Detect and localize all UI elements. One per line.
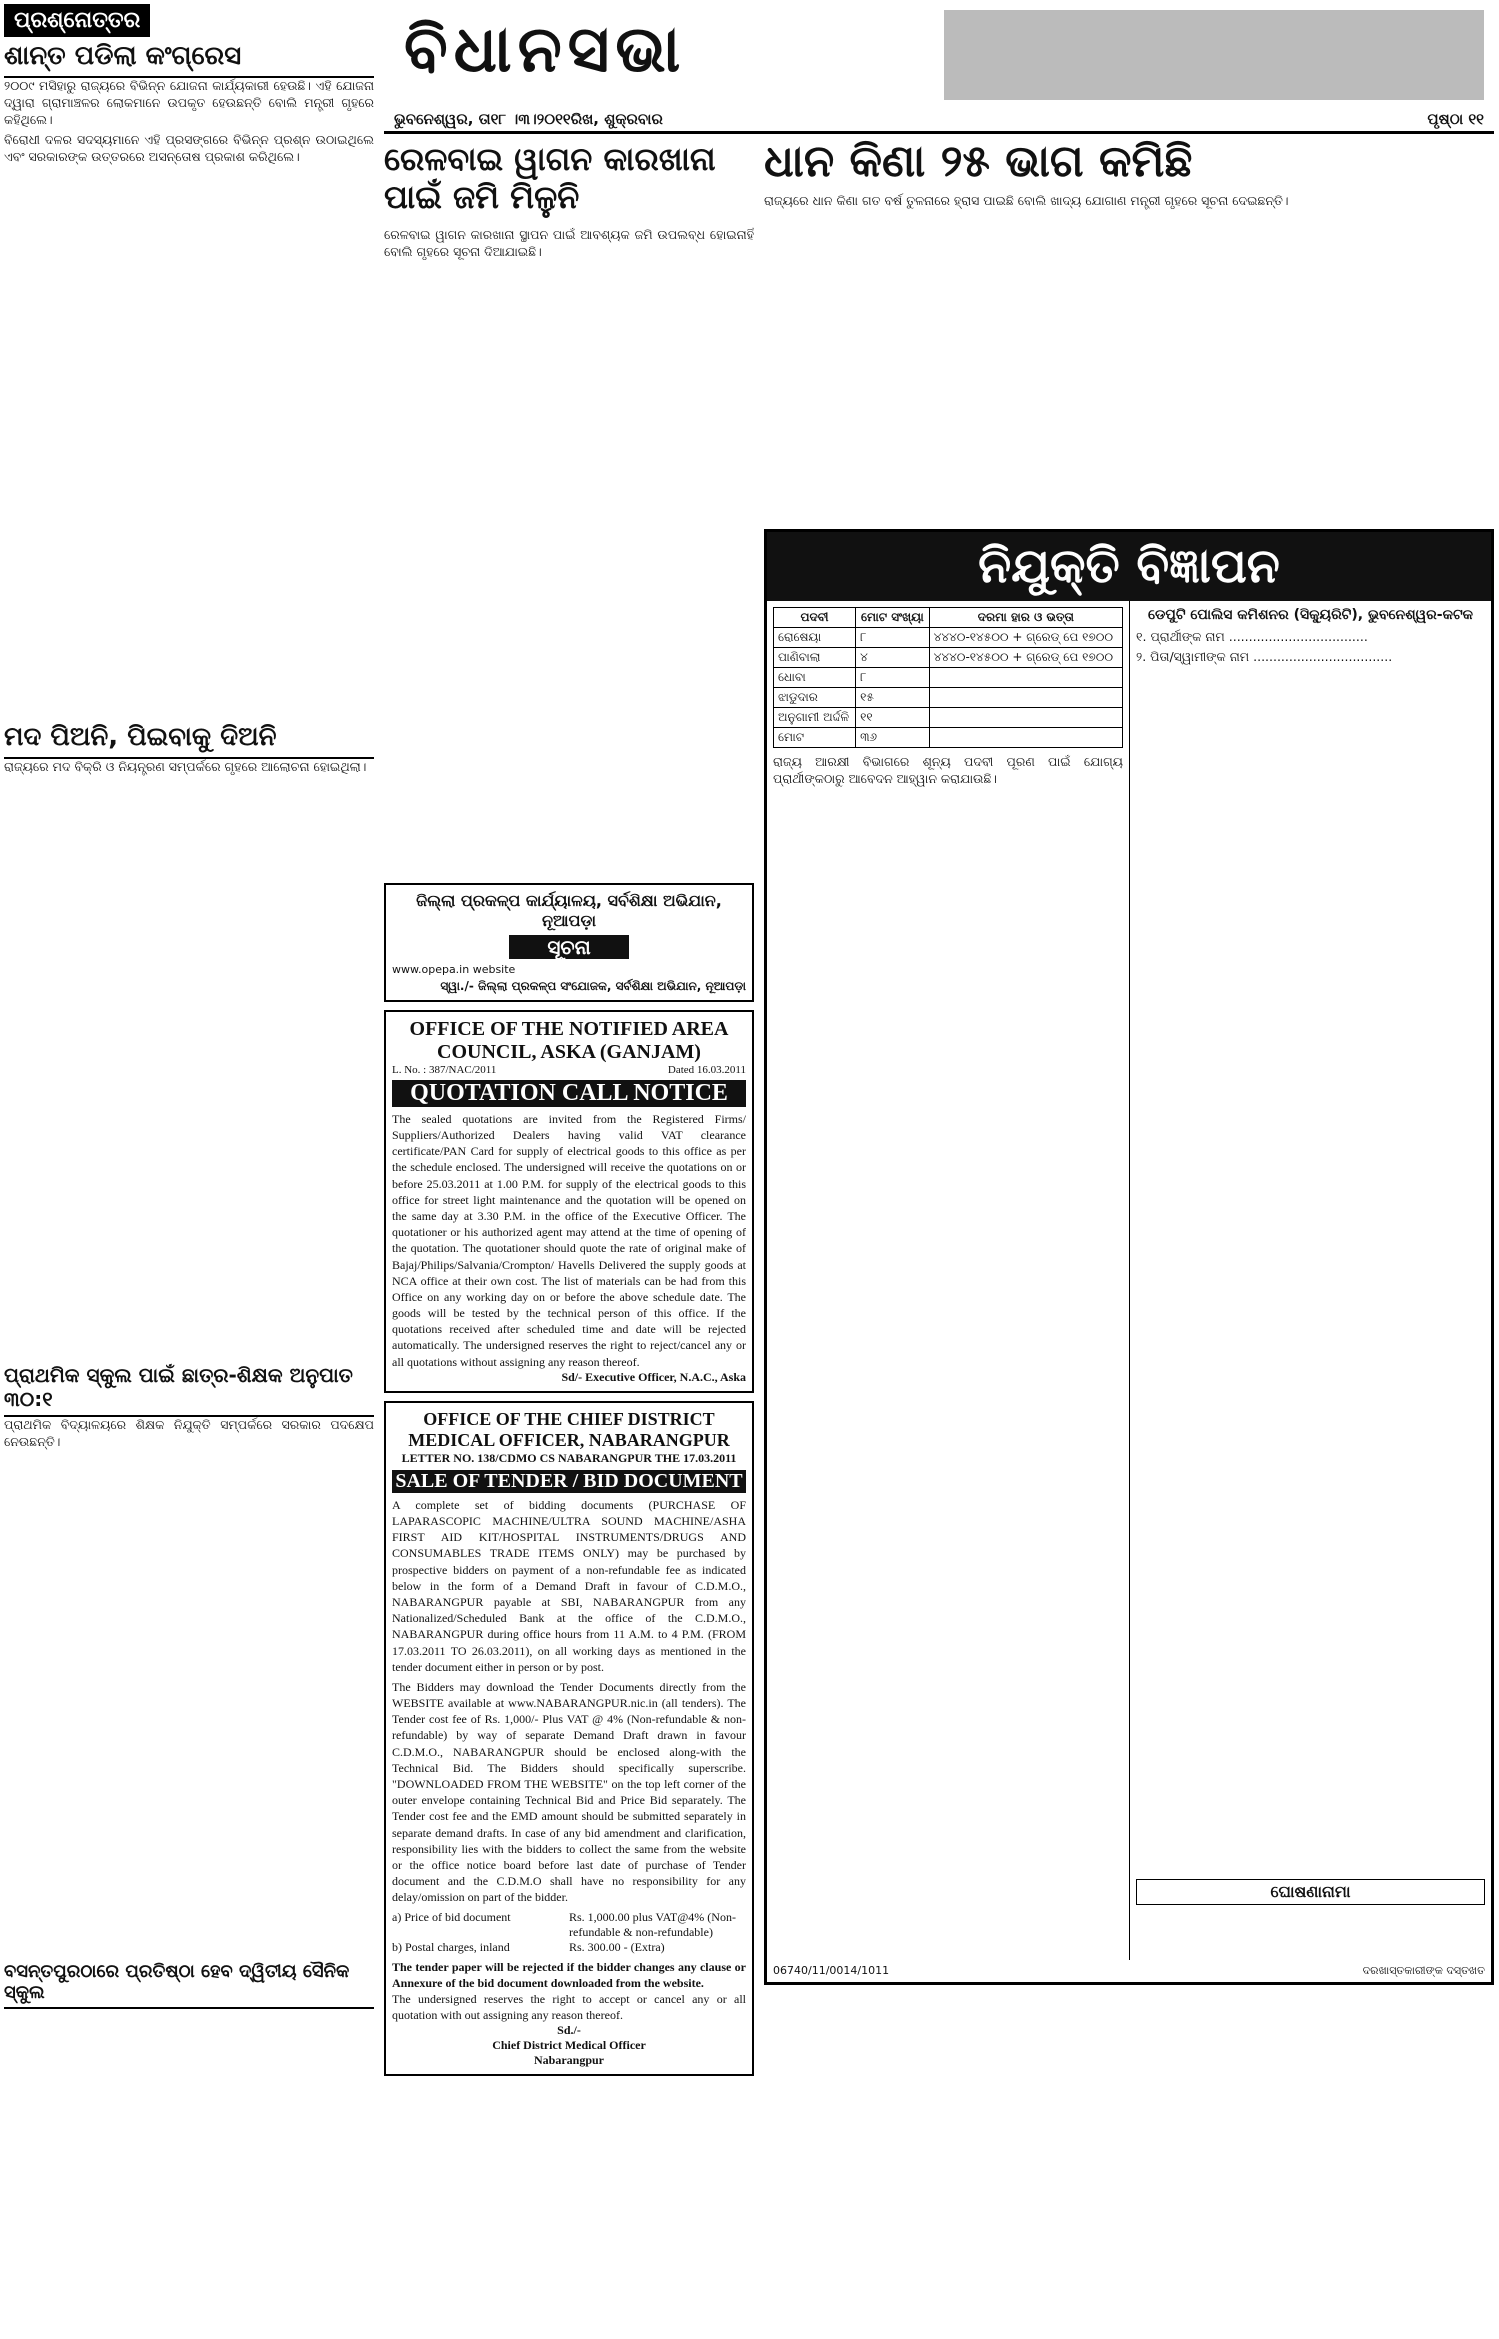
right-column bbox=[764, 130, 1494, 1985]
masthead-logo: ବିଧାନସଭା bbox=[404, 12, 687, 87]
cdmo-reject: The tender paper will be rejected if the bidder changes any clause or Annexure of the bid document downloaded from the website. bbox=[392, 1959, 746, 1990]
table-header: ମୋଟ ସଂଖ୍ୟା bbox=[856, 608, 930, 628]
table-row: ମୋଟ ୩୬ bbox=[774, 728, 1123, 748]
aska-title: QUOTATION CALL NOTICE bbox=[392, 1080, 746, 1107]
article-body: ରେଳବାଇ ୱାଗନ କାରଖାନା ସ୍ଥାପନ ପାଇଁ ଆବଶ୍ୟକ ଜମି ଉପଲବ୍ଧ ହୋଇନାହିଁ ବୋଲି ଗୃହରେ ସୂଚନା ଦିଆଯାଇଛି। bbox=[384, 226, 754, 259]
ad-code: 06740/11/0014/1011 bbox=[773, 1964, 890, 1977]
article-headline: ଧାନ କିଣା ୨୫ ଭାଗ କମିଛି bbox=[764, 136, 1193, 187]
table-row: ପାଣିବାଲା ୪ ୪୪୪୦-୧୪୫୦୦ + ଗ୍ରେଡ୍ ପେ ୧୭୦୦ bbox=[774, 648, 1123, 668]
middle-column bbox=[384, 130, 754, 2076]
aska-body: The sealed quotations are invited from the Registered Firms/ Suppliers/Authorized Dealers having valid VAT clearance certificate/PAN Card for supply of electrical goods to this office as per the schedule enclosed. The undersigned will receive the quotations on or before 25.03.2011 at 1.00 P.M. for supply of the electrical goods to this office for street light maintenance and the quotation will be opened on the same day at 3.30 P.M. in the office of the Executive Officer. The quotationer or his authorized agent may attend at the time of opening of the quotation. The quotationer should quote the rate of original make of Bajaj/Philips/Salvania/Crompton/ Havells Delivered the supply goods at NCA office at their own cost. The list of materials can be had from this Office on any working day on or before the above schedule date. The goods will be tested by the technical person of this office. If the quotations received after scheduled time and date will be rejected automatically. The undersigned reserves the right to reject/cancel any or all quotations without assigning any reason thereof. bbox=[392, 1111, 746, 1369]
cdmo-office: OFFICE OF THE CHIEF DISTRICT MEDICAL OFFICER, NABARANGPUR bbox=[408, 1408, 730, 1450]
table-header: ପଦବୀ bbox=[774, 608, 856, 628]
recruitment-body: ରାଜ୍ୟ ଆରକ୍ଷୀ ବିଭାଗରେ ଶୂନ୍ୟ ପଦବୀ ପୂରଣ ପାଇଁ ଯୋଗ୍ୟ ପ୍ରାର୍ଥୀଙ୍କଠାରୁ ଆବେଦନ ଆହ୍ୱାନ କରାଯାଉଛି। bbox=[773, 754, 1123, 786]
left-column bbox=[4, 4, 374, 2334]
table-row: ଝାଡୁଦାର ୧୫ bbox=[774, 688, 1123, 708]
masthead bbox=[384, 4, 1494, 134]
district-notice bbox=[384, 883, 754, 1002]
district-office: ଜିଲ୍ଲା ପ୍ରକଳ୍ପ କାର୍ଯ୍ୟାଳୟ, ସର୍ବଶିକ୍ଷା ଅଭିଯାନ, ନୂଆପଡ଼ା bbox=[416, 890, 722, 930]
recruitment-ad bbox=[764, 529, 1494, 1985]
article-body: ରାଜ୍ୟରେ ଧାନ କିଣା ଗତ ବର୍ଷ ତୁଳନାରେ ହ୍ରାସ ପାଇଛି ବୋଲି ଖାଦ୍ୟ ଯୋଗାଣ ମନ୍ତ୍ରୀ ଗୃହରେ ସୂଚନା ଦେଇଛନ୍ତି। bbox=[764, 193, 1289, 208]
dateline: ଭୁବନେଶ୍ୱର, ତା୧୮ ।୩।୨୦୧୧ରିଖ, ଶୁକ୍ରବାର bbox=[394, 110, 663, 128]
assembly-building-photo bbox=[944, 10, 1484, 100]
article-title: ମଦ ପିଅନି, ପିଇବାକୁ ଦିଅନି bbox=[4, 718, 374, 759]
aska-letter-no: L. No. : 387/NAC/2011 bbox=[392, 1063, 497, 1076]
cdmo-notice bbox=[384, 1401, 754, 2076]
article-title: ବସନ୍ତପୁରଠାରେ ପ୍ରତିଷ୍ଠା ହେବ ଦ୍ୱିତୀୟ ସୈନିକ ସ୍କୁଲ bbox=[4, 1957, 374, 2009]
notice-label: ସୂଚନା bbox=[509, 935, 629, 959]
post-table bbox=[773, 607, 1123, 748]
cdmo-letter: LETTER NO. 138/CDMO CS NABARANGPUR THE 17.03.2011 bbox=[401, 1450, 737, 1465]
cdmo-body: A complete set of bidding documents (PURCHASE OF LAPARASCOPIC MACHINE/ULTRA SOUND MACHINE/ASHA FIRST AID KIT/HOSPITAL INSTRUMENTS/DRUGS AND CONSUMABLES TRADE ITEMS ONLY) may be purchased by prospective bidders on payment of a non-refundable fee as indicated below in the form of a Demand Draft in favour of C.D.M.O., NABARANGPUR payable at SBI, NABARANGPUR from any Nationalized/Scheduled Bank at the office of the C.D.M.O., NABARANGPUR during office hours from 11 A.M. to 4 P.M. (FROM 17.03.2011 TO 26.03.2011), on all working days as mentioned in the tender document either in person or by post. bbox=[392, 1497, 746, 1674]
cdmo-body: The Bidders may download the Tender Documents directly from the WEBSITE available at www.NABARANGPUR.nic.in (all tenders). The Tender cost fee of Rs. 1,000/- Plus VAT @ 4% (Non-refundable & non-refundable) by way of separate Demand Draft drawn in favour C.D.M.O., NABARANGPUR should be enclosed along-with the Technical Bid. The Bidders should specifically superscribe. "DOWNLOADED FROM THE WEBSITE" on the top left corner of the outer envelope containing Technical Bid and Price Bid separately. The Tender cost fee and the EMD amount should be submitted separately in separate demand drafts. In case of any bid amendment and clarification, responsibility lies with the bidders to collect the same from the website or the office notice board before last date of purchase of Tender document and the C.D.M.O shall have no responsibility for any delay/omission on part of the bidder. bbox=[392, 1679, 746, 1905]
table-row: ଧୋବା ୮ bbox=[774, 668, 1123, 688]
table-row: ରୋଷେୟା ୮ ୪୪୪୦-୧୪୫୦୦ + ଗ୍ରେଡ୍ ପେ ୧୭୦୦ bbox=[774, 628, 1123, 648]
article-body: ରାଜ୍ୟରେ ମଦ ବିକ୍ରି ଓ ନିୟନ୍ତ୍ରଣ ସମ୍ପର୍କରେ ଗୃହରେ ଆଲୋଚନା ହୋଇଥିଲା। bbox=[4, 759, 367, 774]
article-title: ପ୍ରାଥମିକ ସ୍କୁଲ ପାଇଁ ଛାତ୍ର-ଶିକ୍ଷକ ଅନୁପାତ ୩୦:୧ bbox=[4, 1359, 374, 1417]
price-label: b) Postal charges, inland bbox=[392, 1939, 510, 1954]
article-body: ପ୍ରାଥମିକ ବିଦ୍ୟାଳୟରେ ଶିକ୍ଷକ ନିଯୁକ୍ତି ସମ୍ପର୍କରେ ସରକାର ପଦକ୍ଷେପ ନେଉଛନ୍ତି। bbox=[4, 1417, 374, 1449]
article-body: ୨୦୦୯ ମସିହାରୁ ରାଜ୍ୟରେ ବିଭିନ୍ନ ଯୋଜନା କାର୍ଯ୍ୟକାରୀ ହେଉଛି। ଏହି ଯୋଜନା ଦ୍ୱାରା ଗ୍ରାମାଞ୍ଚଳର ଲୋକମାନେ ଉପକୃତ ହେଉଛନ୍ତି ବୋଲି ମନ୍ତ୍ରୀ ଗୃହରେ କହିଥିଲେ। ବିରୋଧୀ ଦଳର ସଦସ୍ୟମାନେ ଏହି ପ୍ରସଙ୍ଗରେ ବିଭିନ୍ନ ପ୍ରଶ୍ନ ଉଠାଇଥିଲେ ଏବଂ ସରକାରଙ୍କ ଉତ୍ତରରେ ଅସନ୍ତୋଷ ପ୍ରକାଶ କରିଥିଲେ। bbox=[4, 78, 374, 164]
aska-office: OFFICE OF THE NOTIFIED AREA COUNCIL, ASKA (GANJAM) bbox=[409, 1017, 729, 1063]
price-value: Rs. 300.00 - (Extra) bbox=[569, 1939, 665, 1954]
recruitment-title: ନିଯୁକ୍ତି ବିଜ୍ଞାପନ bbox=[767, 532, 1491, 601]
declaration-title: ଘୋଷଣାନାମା bbox=[1136, 1879, 1485, 1905]
applicant-signature-label: ଦରଖାସ୍ତକାରୀଙ୍କ ଦସ୍ତଖତ bbox=[1362, 1964, 1485, 1977]
price-label: a) Price of bid document bbox=[392, 1909, 511, 1924]
page-number: ପୃଷ୍ଠା ୧୧ bbox=[1427, 110, 1484, 128]
cdmo-title: SALE OF TENDER / BID DOCUMENT bbox=[392, 1470, 746, 1493]
application-form: ୧. ପ୍ରାର୍ଥୀଙ୍କ ନାମ ................................... ୨. ପିତା/ସ୍ୱାମୀଙ୍କ ନାମ ................................... bbox=[1136, 629, 1393, 664]
aska-signature: Sd/- Executive Officer, N.A.C., Aska bbox=[561, 1369, 746, 1384]
section-label: ପ୍ରଶ୍ନୋତ୍ତର bbox=[4, 4, 150, 37]
form-heading: ଡେପୁଟି ପୋଲିସ କମିଶନର (ସିକ୍ୟୁରିଟି), ଭୁବନେଶ୍ୱର-କଟକ bbox=[1147, 607, 1474, 623]
article-headline: ରେଳବାଇ ୱାଗନ କାରଖାନା ପାଇଁ ଜମି ମିଳୁନି bbox=[384, 140, 716, 217]
aska-date: Dated 16.03.2011 bbox=[667, 1063, 746, 1076]
district-url[interactable]: www.opepa.in website bbox=[392, 962, 516, 976]
table-header: ଦରମା ହାର ଓ ଭତ୍ତା bbox=[929, 608, 1122, 628]
cdmo-reserve: The undersigned reserves the right to accept or cancel any or all quotation with out assigning any reason thereof. bbox=[392, 1991, 746, 2023]
article-title: ଶାନ୍ତ ପଡିଲା କଂଗ୍ରେସ bbox=[4, 37, 374, 78]
cdmo-signature: Sd./- Chief District Medical Officer Nabarangpur bbox=[492, 2023, 646, 2068]
aska-notice bbox=[384, 1010, 754, 1393]
district-signature: ସ୍ୱା./- ଜିଲ୍ଲା ପ୍ରକଳ୍ପ ସଂଯୋଜକ, ସର୍ବଶିକ୍ଷା ଅଭିଯାନ, ନୂଆପଡ଼ା bbox=[440, 978, 746, 993]
price-value: Rs. 1,000.00 plus VAT@4% (Non-refundable & non-refundable) bbox=[569, 1909, 736, 1939]
table-row: ଅନୁଗାମୀ ଅର୍ଦ୍ଦଳି ୧୧ bbox=[774, 708, 1123, 728]
